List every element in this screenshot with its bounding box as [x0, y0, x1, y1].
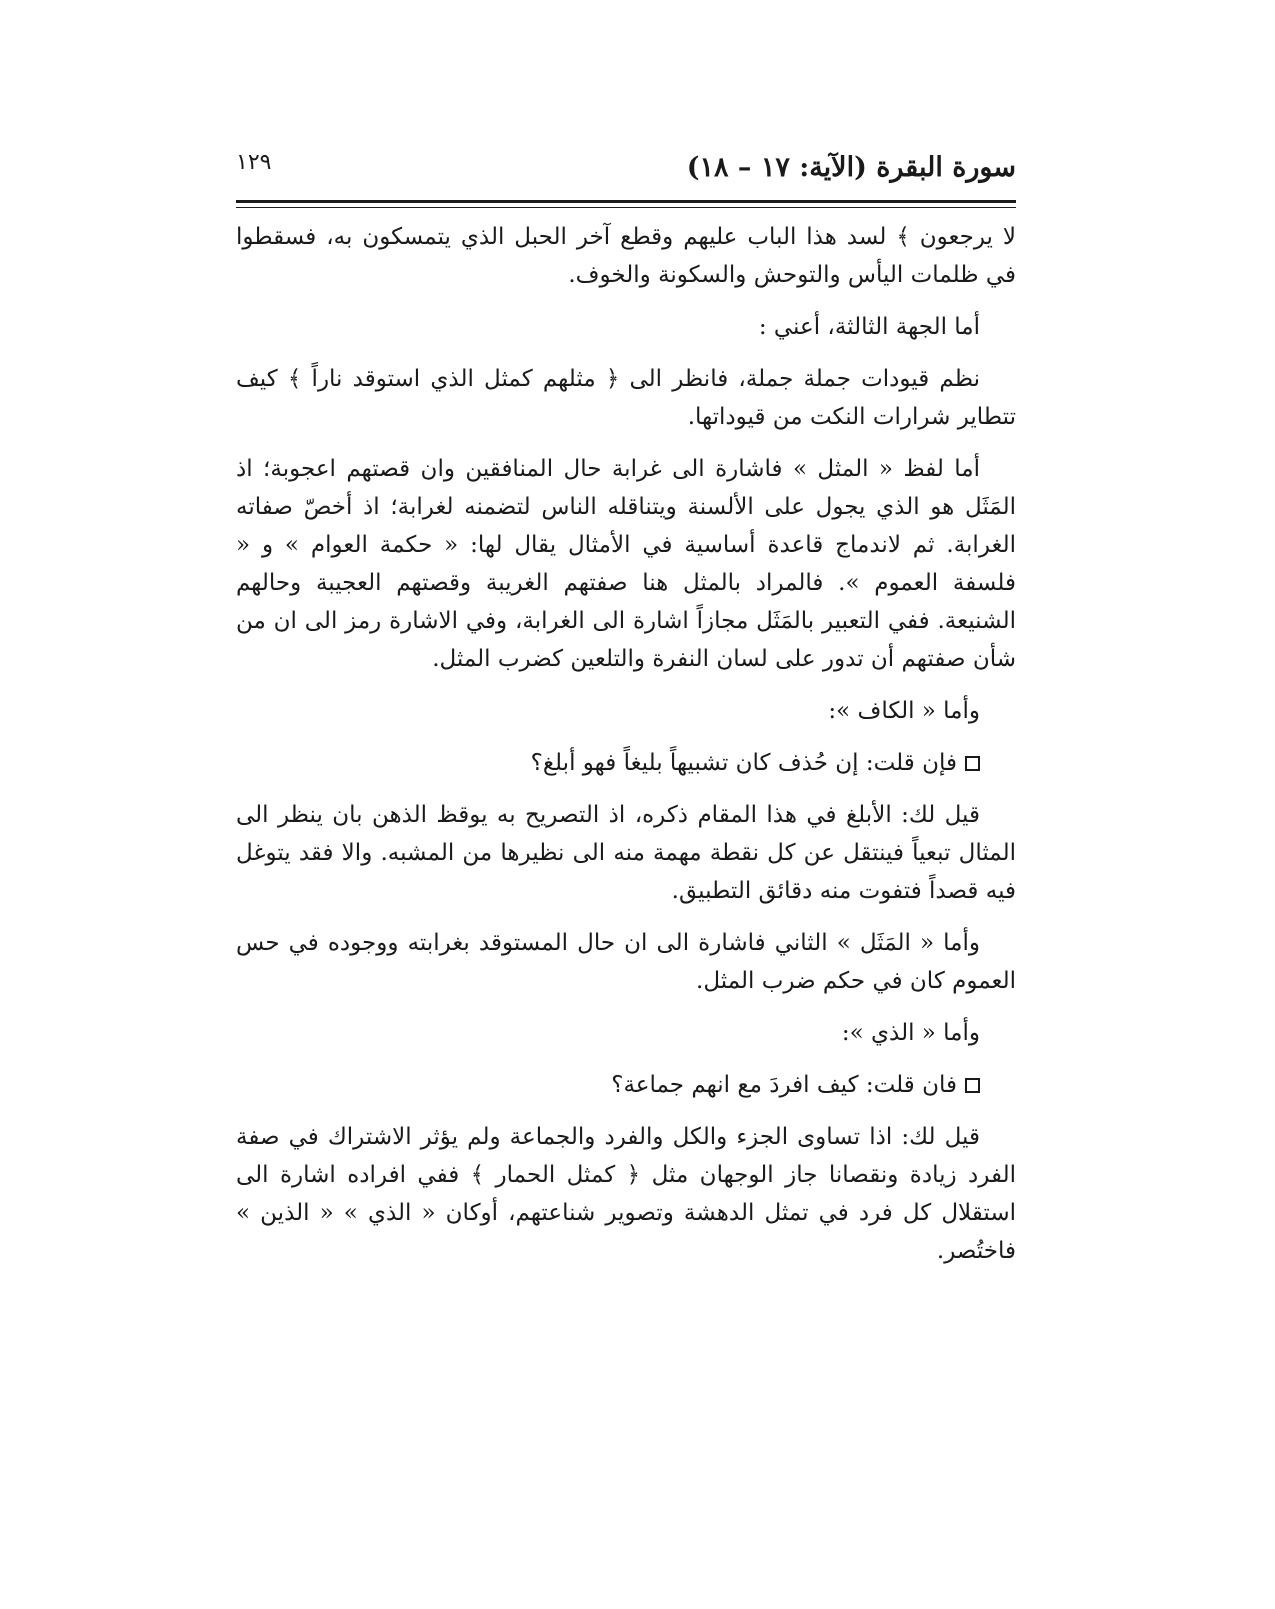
question-1-text: فإن قلت: إن حُذف كان تشبيهاً بليغاً فهو أبلغ؟ — [530, 750, 957, 776]
paragraph-2: أما الجهة الثالثة، أعني : — [758, 314, 980, 340]
question-2 — [236, 1066, 1016, 1104]
page-number: ١٢٩ — [236, 150, 272, 175]
paragraph-4: أما لفظ « المثل » فاشارة الى غرابة حال المنافقين وان قصتهم اعجوبة؛ اذ المَثَل هو الذي يجول على الألسنة ويتناقله الناس لتضمنه لغرابة؛ اذ أخصّ صفاته الغرابة. ثم لاندماج قاعدة أساسية في الأمثال يقال لها: « حكمة العوام » و « فلسفة العموم ». فالمراد بالمثل هنا صفتهم الغريبة وقصتهم العجيبة وحالهم الشنيعة. ففي التعبير بالمَثَل مجازاً اشارة الى الغرابة، وفي الاشارة رمز الى ان من شأن صفتهم أن تدور على لسان النفرة والتلعين كضرب المثل. — [236, 456, 1016, 672]
header-rule-thick — [236, 200, 1016, 203]
paragraph-6: قيل لك: الأبلغ في هذا المقام ذكره، اذ التصريح به يوقظ الذهن بان ينظر الى المثال تبعياً فينتقل عن كل نقطة مهمة منه الى نظيرها من المشبه. والا فقد يتوغل فيه قصداً فتفوت منه دقائق التطبيق. — [236, 802, 1016, 904]
square-bullet-icon — [965, 1078, 980, 1093]
header-rule-thin — [236, 207, 1016, 208]
paragraph-9: قيل لك: اذا تساوى الجزء والكل والفرد والجماعة ولم يؤثر الاشتراك في صفة الفرد زيادة ونقصانا جاز الوجهان مثل ﴿ كمثل الحمار ﴾ ففي افراده اشارة الى استقلال كل فرد في تمثل الدهشة وتصوير شناعتهم، أوكان « الذي » « الذين » فاختُصر. — [236, 1124, 1016, 1264]
body-text — [236, 218, 1016, 1284]
square-bullet-icon — [965, 756, 980, 771]
paragraph-3: نظم قيودات جملة جملة، فانظر الى ﴿ مثلهم كمثل الذي استوقد ناراً ﴾ كيف تتطاير شرارات النكت من قيوداتها. — [236, 366, 1016, 430]
paragraph-7: وأما « المَثَل » الثاني فاشارة الى ان حال المستوقد بغرابته ووجوده في حس العموم كان في حكم ضرب المثل. — [236, 930, 1016, 994]
question-2-text: فان قلت: كيف افردَ مع انهم جماعة؟ — [611, 1072, 957, 1098]
page-header — [236, 146, 1016, 192]
paragraph-1: لا يرجعون ﴾ لسد هذا الباب عليهم وقطع آخر الحبل الذي يتمسكون به، فسقطوا في ظلمات اليأس والتوحش والسكونة والخوف. — [236, 224, 1016, 288]
paragraph-8: وأما « الذي »: — [841, 1020, 980, 1046]
question-1 — [236, 744, 1016, 782]
running-title: سورة البقرة (الآية: ١٧ – ١٨) — [686, 152, 1016, 183]
paragraph-5: وأما « الكاف »: — [828, 698, 980, 724]
